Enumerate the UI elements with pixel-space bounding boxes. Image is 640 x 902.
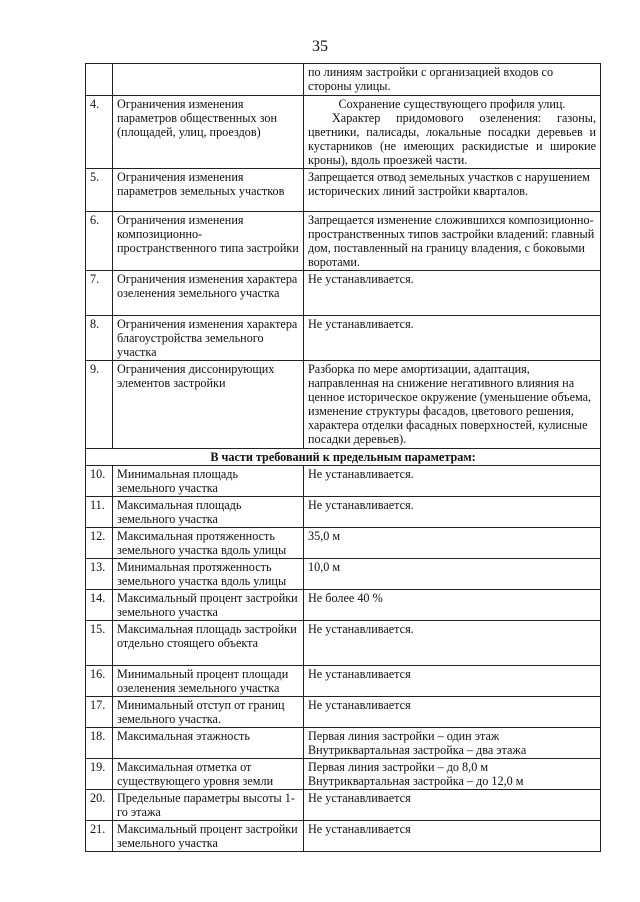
table-row	[86, 821, 601, 852]
row-value: Запрещается изменение сложившихся композиционно-пространственных типов застройки владений: главный дом, поставленный на границу владения, с боковыми воротами.	[304, 212, 601, 271]
table-row	[86, 621, 601, 666]
row-number: 15.	[86, 621, 113, 666]
row-parameter: Ограничения изменения характера благоустройства земельного участка	[113, 316, 304, 361]
row-parameter: Предельные параметры высоты 1-го этажа	[113, 790, 304, 821]
row-value: Не устанавливается.	[304, 621, 601, 666]
row-value: Не устанавливается	[304, 790, 601, 821]
table-row	[86, 466, 601, 497]
row-number: 14.	[86, 590, 113, 621]
row-number: 18.	[86, 728, 113, 759]
value-line: Внутриквартальная застройка – два этажа	[308, 743, 527, 757]
table-row	[86, 316, 601, 361]
row-parameter: Максимальная протяженность земельного участка вдоль улицы	[113, 528, 304, 559]
row-parameter: Минимальная площадь земельного участка	[113, 466, 304, 497]
table-row	[86, 169, 601, 212]
row-value: Не устанавливается	[304, 821, 601, 852]
row-number: 17.	[86, 697, 113, 728]
row-parameter	[113, 64, 304, 96]
table-row-continuation	[86, 64, 601, 96]
row-value: Не устанавливается	[304, 697, 601, 728]
row-parameter: Минимальный отступ от границ земельного участка.	[113, 697, 304, 728]
row-number: 19.	[86, 759, 113, 790]
row-number: 20.	[86, 790, 113, 821]
table-row	[86, 497, 601, 528]
row-value: 10,0 м	[304, 559, 601, 590]
value-line: Первая линия застройки – один этаж	[308, 729, 500, 743]
row-parameter: Максимальная площадь земельного участка	[113, 497, 304, 528]
requirements-table	[85, 63, 601, 852]
row-parameter: Ограничения диссонирующих элементов застройки	[113, 361, 304, 449]
row-parameter: Максимальный процент застройки земельного участка	[113, 821, 304, 852]
row-parameter: Ограничения изменения параметров земельных участков	[113, 169, 304, 212]
table-row	[86, 271, 601, 316]
row-parameter: Минимальная протяженность земельного участка вдоль улицы	[113, 559, 304, 590]
row-parameter: Ограничения изменения параметров общественных зон (площадей, улиц, проездов)	[113, 96, 304, 169]
section-header-row	[86, 449, 601, 466]
row-number: 5.	[86, 169, 113, 212]
table-row	[86, 590, 601, 621]
row-number: 13.	[86, 559, 113, 590]
row-number: 7.	[86, 271, 113, 316]
row-number: 10.	[86, 466, 113, 497]
row-number: 9.	[86, 361, 113, 449]
row-value: Не более 40 %	[304, 590, 601, 621]
row-value: Не устанавливается.	[304, 466, 601, 497]
row-value	[304, 96, 601, 169]
table-row	[86, 666, 601, 697]
row-value	[304, 759, 601, 790]
row-number: 21.	[86, 821, 113, 852]
row-parameter: Ограничения изменения характера озеленения земельного участка	[113, 271, 304, 316]
table-row	[86, 96, 601, 169]
row-number: 6.	[86, 212, 113, 271]
row-value: Запрещается отвод земельных участков с нарушением исторических линий застройки кварталов.	[304, 169, 601, 212]
row-value: Не устанавливается.	[304, 271, 601, 316]
row-parameter: Максимальная этажность	[113, 728, 304, 759]
value-line: Внутриквартальная застройка – до 12,0 м	[308, 774, 524, 788]
section-header: В части требований к предельным параметрам:	[86, 449, 601, 466]
row-value	[304, 728, 601, 759]
row-parameter: Ограничения изменения композиционно-пространственного типа застройки	[113, 212, 304, 271]
row-value: по линиям застройки с организацией входов со стороны улицы.	[304, 64, 601, 96]
value-line: Характер придомового озеленения: газоны, цветники, палисады, локальные посадки деревьев и кустарников (не имеющих раскидистые и широкие кроны), вдоль проезжей части.	[308, 111, 596, 167]
table-row	[86, 559, 601, 590]
row-value: 35,0 м	[304, 528, 601, 559]
row-number	[86, 64, 113, 96]
table-row	[86, 212, 601, 271]
row-parameter: Минимальный процент площади озеленения земельного участка	[113, 666, 304, 697]
table-row	[86, 759, 601, 790]
table-row	[86, 697, 601, 728]
value-line: Первая линия застройки – до 8,0 м	[308, 760, 489, 774]
table-row	[86, 728, 601, 759]
row-number: 11.	[86, 497, 113, 528]
row-parameter: Максимальный процент застройки земельного участка	[113, 590, 304, 621]
table-row	[86, 361, 601, 449]
page-number: 35	[312, 38, 328, 55]
row-number: 8.	[86, 316, 113, 361]
row-number: 16.	[86, 666, 113, 697]
row-number: 12.	[86, 528, 113, 559]
table-row	[86, 790, 601, 821]
row-number: 4.	[86, 96, 113, 169]
table-row	[86, 528, 601, 559]
row-value: Разборка по мере амортизации, адаптация, направленная на снижение негативного влияния на ценное историческое окружение (уменьшение объема, изменение структуры фасадов, цветового решения, характера отделки фасадных поверхностей, кулисные посадки деревьев).	[304, 361, 601, 449]
value-line: Сохранение существующего профиля улиц.	[338, 97, 566, 111]
row-value: Не устанавливается.	[304, 497, 601, 528]
row-parameter: Максимальная отметка от существующего уровня земли	[113, 759, 304, 790]
row-parameter: Максимальная площадь застройки отдельно стоящего объекта	[113, 621, 304, 666]
row-value: Не устанавливается.	[304, 316, 601, 361]
row-value: Не устанавливается	[304, 666, 601, 697]
